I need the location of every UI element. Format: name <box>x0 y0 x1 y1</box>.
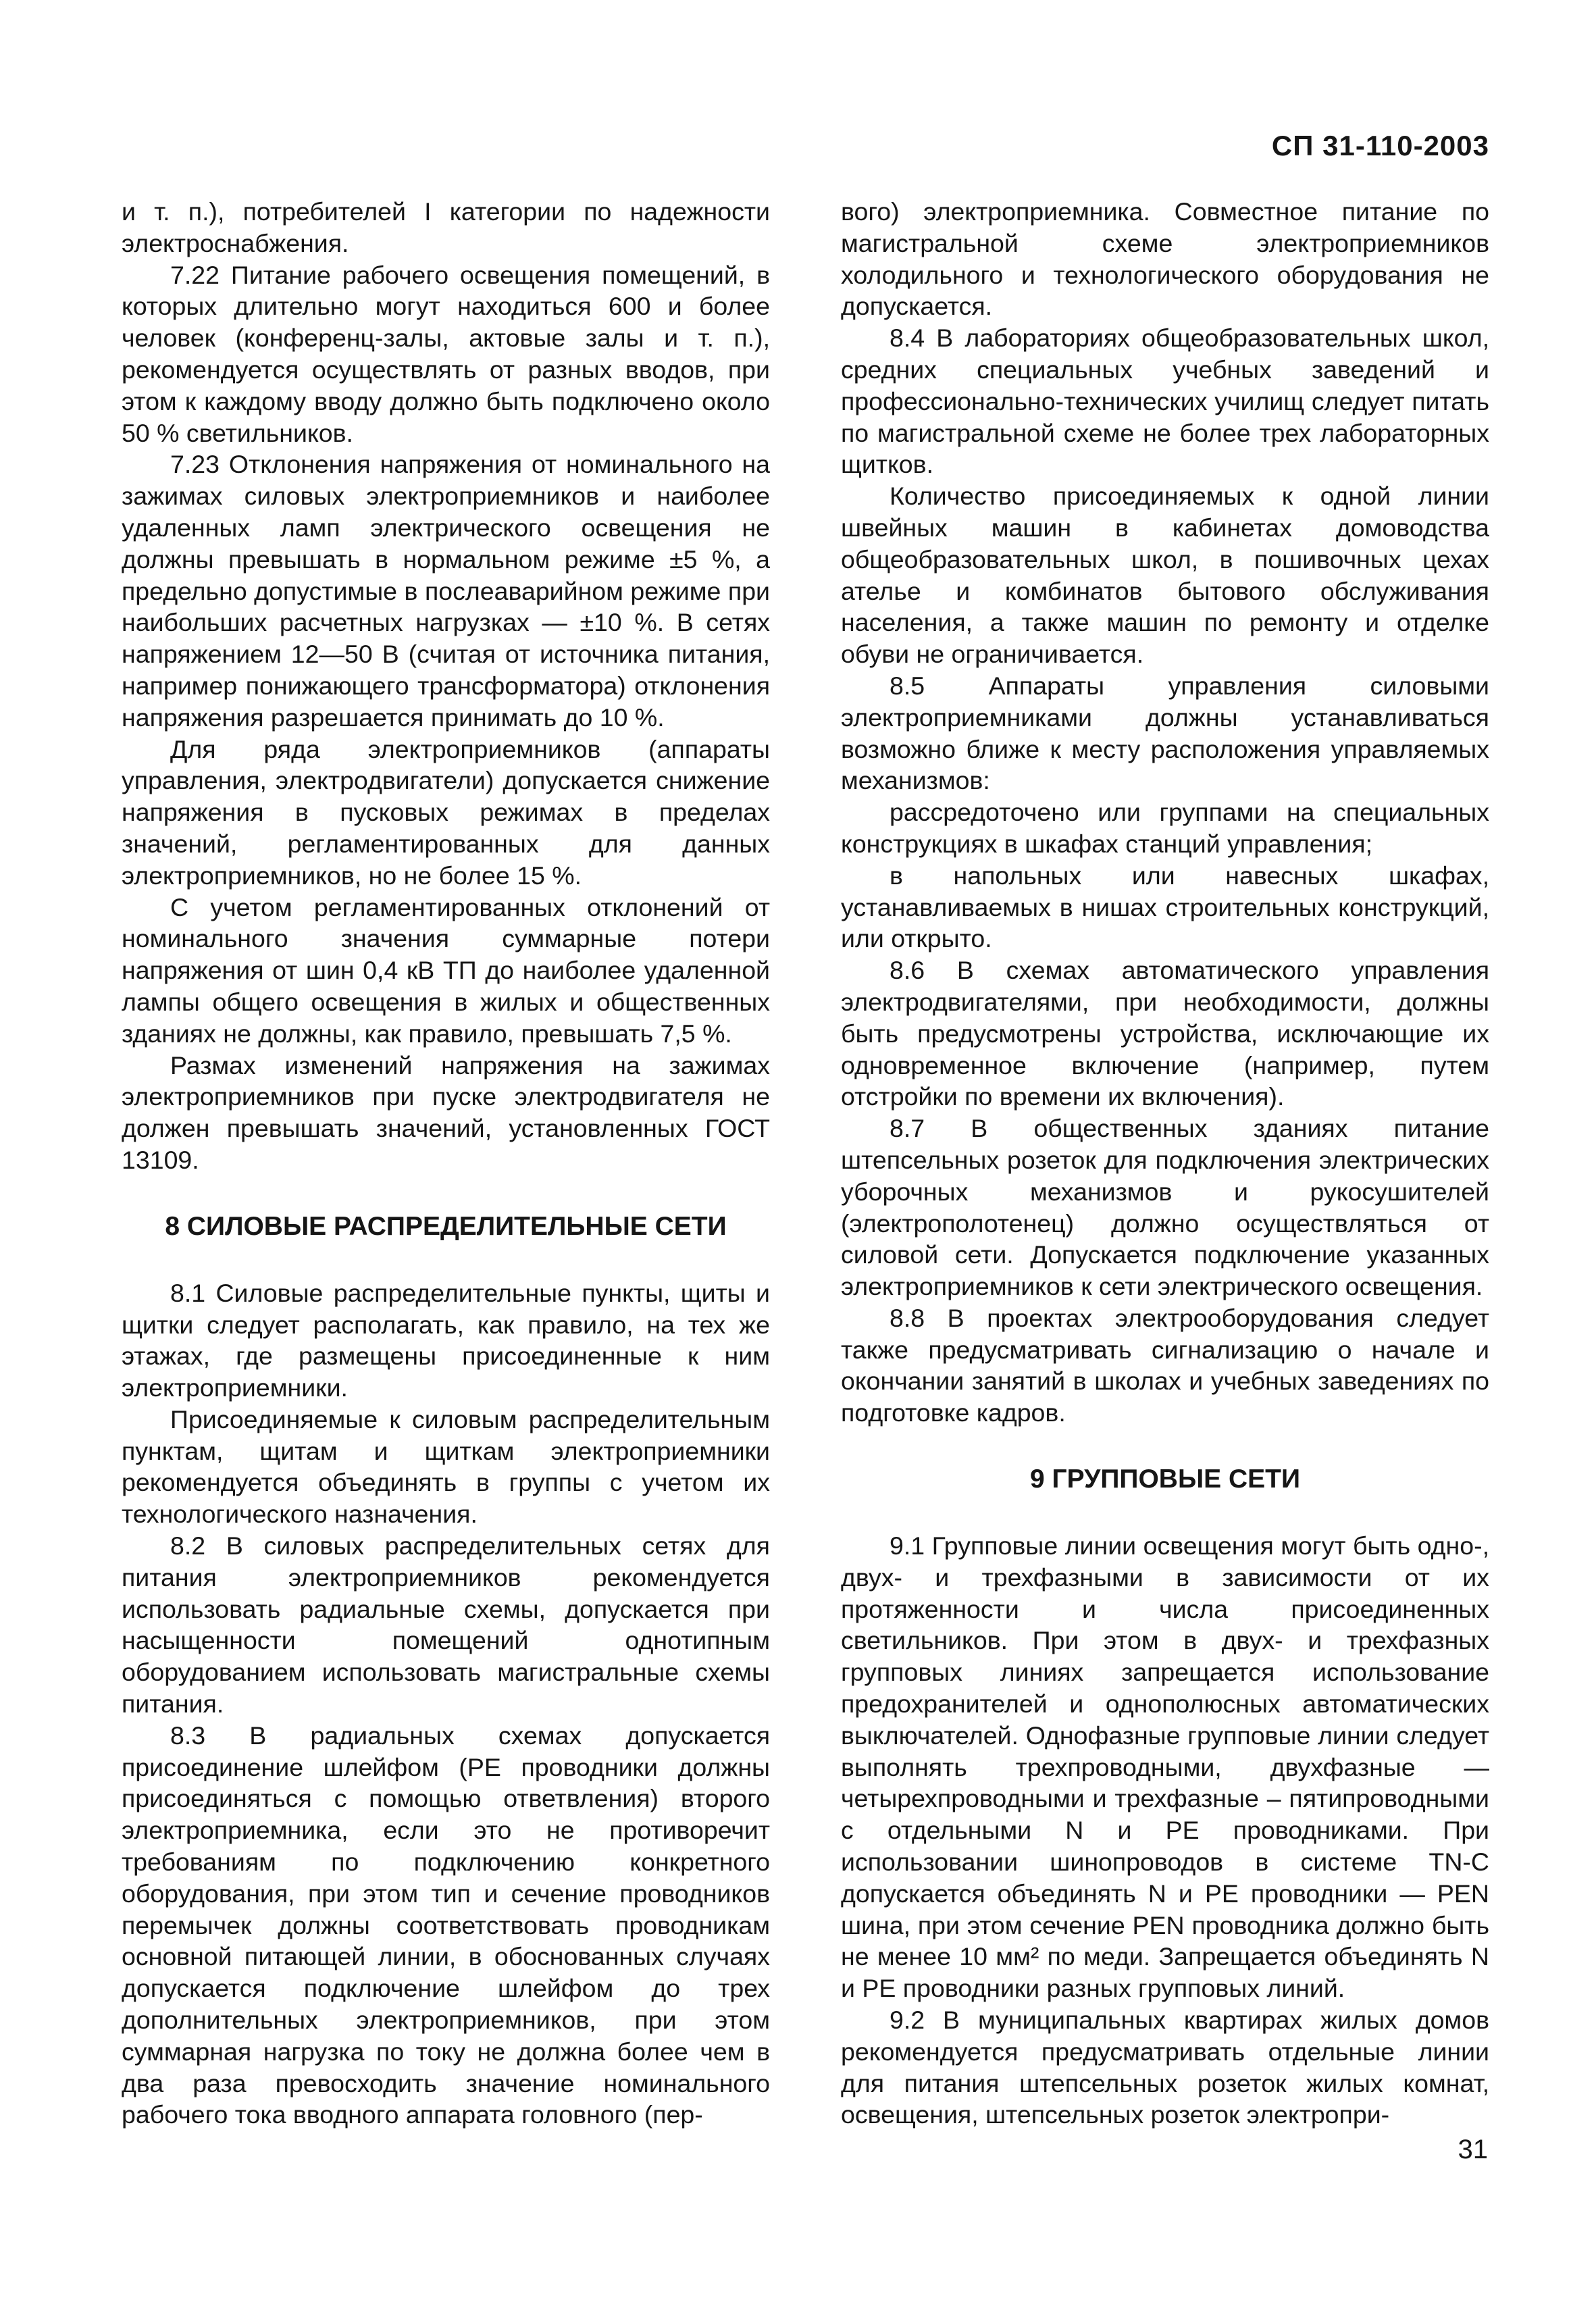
document-code: СП 31-110-2003 <box>1271 130 1489 161</box>
right-column <box>841 196 1489 2131</box>
paragraph: 7.23 Отклонения напряжения от номинального на зажимах силовых электроприемников и наиболее удаленных ламп электрического освещения не должны превышать в нормальном режиме ±5 %, а предельно допустимые в послеаварийном режиме при наибольших расчетных нагрузках — ±10 %. В сетях напряжением 12—50 В (считая от источника питания, например понижающего трансформатора) отклонения напряжения разрешается принимать до 10 %. <box>122 450 770 732</box>
paragraph: Размах изменений напряжения на зажимах электроприемников при пуске электродвигателя не должен превышать значений, установленных ГОСТ 13109. <box>122 1050 770 1174</box>
page-number: 31 <box>1458 2135 1488 2164</box>
paragraph: 8.5 Аппараты управления силовыми электроприемниками должны устанавливаться возможно ближе к месту расположения управляемых механизмов: <box>841 671 1489 795</box>
paragraph: 9.2 В муниципальных квартирах жилых домов рекомендуется предусматривать отдельные линии для питания штепсельных розеток жилых комнат, освещения, штепсельных розеток электропри- <box>841 2006 1489 2129</box>
paragraph: 8.1 Силовые распределительные пункты, щиты и щитки следует располагать, как правило, на тех же этажах, где размещены присоединенные к ним электроприемники. <box>122 1278 770 1402</box>
section-heading-9: 9 ГРУППОВЫЕ СЕТИ <box>1029 1465 1301 1494</box>
paragraph: Количество присоединяемых к одной линии швейных машин в кабинетах домоводства общеобразовательных школ, в пошивочных цехах ателье и комбинатов бытового обслуживания населения, а также машин по ремонту и отделке обуви не ограничивается. <box>841 482 1489 669</box>
left-column <box>122 196 770 2131</box>
paragraph: Присоединяемые к силовым распределительным пунктам, щитам и щиткам электроприемники рекомендуется объединять в группы с учетом их технологического назначения. <box>122 1404 770 1529</box>
paragraph: 8.8 В проектах электрооборудования следует также предусматривать сигнализацию о начале и окончании занятий в школах и учебных заведениях по подготовке кадров. <box>841 1303 1489 1427</box>
paragraph: 8.6 В схемах автоматического управления электродвигателями, при необходимости, должны быть предусмотрены устройства, исключающие их одновременное включение (например, путем отстройки по времени их включения). <box>841 956 1489 1111</box>
section-heading-8: 8 СИЛОВЫЕ РАСПРЕДЕЛИТЕЛЬНЫЕ СЕТИ <box>165 1211 727 1241</box>
paragraph: в напольных или навесных шкафах, устанавливаемых в нишах строительных конструкций, или открыто. <box>841 861 1489 953</box>
paragraph: и т. п.), потребителей I категории по надежности электроснабжения. <box>122 197 770 257</box>
paragraph: Для ряда электроприемников (аппараты управления, электродвигатели) допускается снижение напряжения в пусковых режимах в пределах значений, регламентированных для данных электроприемников, но не более 15 %. <box>122 734 770 890</box>
paragraph: 8.2 В силовых распределительных сетях для питания электроприемников рекомендуется использовать радиальные схемы, допускается при насыщенности помещений однотипным оборудованием использовать магистральные схемы питания. <box>122 1531 770 1719</box>
paragraph: рассредоточено или группами на специальных конструкциях в шкафах станций управления; <box>841 798 1489 858</box>
paragraph: 7.22 Питание рабочего освещения помещений, в которых длительно могут находиться 600 и более человек (конференц-залы, актовые залы и т. п.), рекомендуется осуществлять от разных вводов, при этом к каждому вводу должно быть подключено около 50 % светильников. <box>122 260 770 447</box>
paragraph: 8.3 В радиальных схемах допускается присоединение шлейфом (PE проводники должны присоединяться с помощью ответвления) второго электроприемника, если это не противоречит требованиям по подключению конкретного оборудования, при этом тип и сечение проводников перемычек должны соответствовать проводникам основной питающей линии, в обоснованных случаях допускается подключение шлейфом до трех дополнительных электроприемников, при этом суммарная нагрузка по току не должна более чем в два раза превосходить значение номинального рабочего тока вводного аппарата головного (пер- <box>122 1721 770 2129</box>
paragraph: вого) электроприемника. Совместное питание по магистральной схеме электроприемников холодильного и технологического оборудования не допускается. <box>841 197 1489 321</box>
paragraph: 8.4 В лабораториях общеобразовательных школ, средних специальных учебных заведений и профессионально-технических училищ следует питать по магистральной схеме не более трех лабораторных щитков. <box>841 324 1489 479</box>
paragraph: С учетом регламентированных отклонений от номинального значения суммарные потери напряжения от шин 0,4 кВ ТП до наиболее удаленной лампы общего освещения в жилых и общественных зданиях не должны, как правило, превышать 7,5 %. <box>122 892 770 1048</box>
paragraph: 8.7 В общественных зданиях питание штепсельных розеток для подключения электрических уборочных механизмов и рукосушителей (электрополотенец) должно осуществляться от силовой сети. Допускается подключение указанных электроприемников к сети электрического освещения. <box>841 1114 1489 1301</box>
paragraph: 9.1 Групповые линии освещения могут быть одно-, двух- и трехфазными в зависимости от их протяженности и числа присоединенных светильников. При этом в двух- и трехфазных групповых линиях запрещается использование предохранителей и однополюсных автоматических выключателей. Однофазные групповые линии следует выполнять трехпроводными, двухфазные — четырехпроводными и трехфазные – пятипроводными с отдельными N и PE проводниками. При использовании шинопроводов в системе TN-C допускается объединять N и PE проводники — PEN шина, при этом сечение PEN проводника должно быть не менее 10 мм² по меди. Запрещается объединять N и PE проводники разных групповых линий. <box>841 1531 1489 2003</box>
